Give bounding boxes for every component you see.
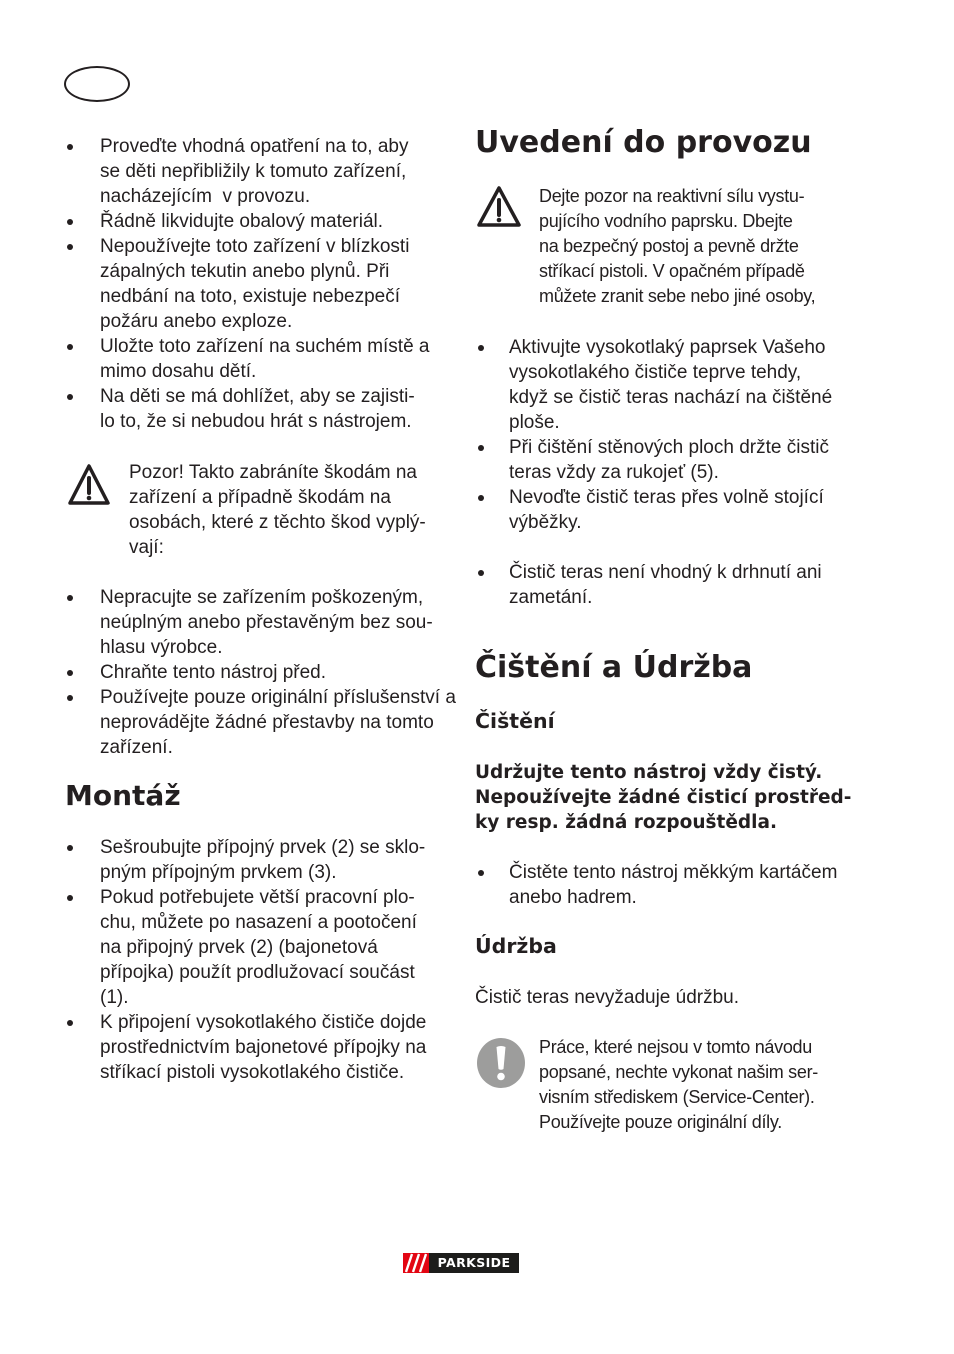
text-line: visním střediskem (Service-Center). — [539, 1087, 815, 1107]
care-heading: Čištění a Údržba — [475, 650, 753, 685]
text-line: Nepracujte se zařízením poškozeným, — [100, 587, 424, 608]
list-item — [100, 835, 426, 885]
list-item — [100, 1010, 426, 1085]
service-note-text — [539, 1035, 818, 1135]
bullet-dot — [67, 219, 73, 225]
text-line: Nepoužívejte toto zařízení v blízkosti — [100, 236, 410, 257]
text-line: Práce, které nejsou v tomto návodu — [539, 1037, 812, 1057]
text-line: Čistič teras nevyžaduje údržbu. — [475, 987, 740, 1008]
bullet-dot — [478, 870, 484, 876]
text-line: popsané, nechte vykonat našim ser- — [539, 1062, 818, 1082]
bullet-dot — [67, 595, 73, 601]
parkside-logo-text: PARKSIDE — [429, 1253, 519, 1273]
bullet-dot — [67, 244, 73, 250]
bullet-dot — [478, 445, 484, 451]
bullet-dot — [478, 345, 484, 351]
device-use-list — [100, 585, 456, 760]
text-line: Používejte pouze originální díly. — [539, 1112, 782, 1132]
list-item — [100, 585, 456, 660]
safety-list — [100, 134, 430, 434]
text-line: výběžky. — [509, 512, 582, 533]
text-line: zametání. — [509, 587, 593, 608]
text-line: Chraňte tento nástroj před. — [100, 662, 327, 683]
text-line: vysokotlakého čističe teprve tehdy, — [509, 362, 802, 383]
list-item — [509, 560, 822, 610]
list-item — [100, 885, 426, 1010]
text-line: Pokud potřebujete větší pracovní plo- — [100, 887, 415, 908]
list-item — [509, 860, 837, 910]
warning-triangle-icon — [476, 185, 522, 234]
parkside-logo — [403, 1253, 519, 1273]
text-line: Používejte pouze originální příslušenství a — [100, 687, 456, 708]
text-line: neprovádějte žádné přestavby na tomto — [100, 712, 434, 733]
text-line: Sešroubujte přípojný prvek (2) se sklo- — [100, 837, 426, 858]
text-line: zápalných tekutin anebo plynů. Při — [100, 261, 390, 282]
commissioning-list — [509, 335, 832, 535]
text-line: K připojení vysokotlakého čističe dojde — [100, 1012, 427, 1033]
cleaning-subheading: Čištění — [475, 709, 555, 733]
bullet-dot — [67, 144, 73, 150]
text-line: vají: — [129, 537, 164, 558]
bullet-dot — [67, 1020, 73, 1026]
text-line: nacházejícím v provozu. — [100, 186, 311, 207]
bullet-dot — [67, 895, 73, 901]
text-line: prostřednictvím bajonetové přípojky na — [100, 1037, 427, 1058]
reaction-force-warning-text — [539, 184, 815, 309]
text-line: Uložte toto zařízení na suchém místě a — [100, 336, 430, 357]
text-line: pujícího vodního paprsku. Dbejte — [539, 211, 793, 231]
text-line: Řádně likvidujte obalový materiál. — [100, 211, 384, 232]
parkside-stripes-icon — [403, 1253, 429, 1273]
text-line: na bezpečný postoj a pevně držte — [539, 236, 799, 256]
info-exclamation-icon — [477, 1038, 525, 1093]
bullet-dot — [478, 495, 484, 501]
bullet-dot — [67, 344, 73, 350]
text-line: Dejte pozor na reaktivní sílu vystu- — [539, 186, 805, 206]
text-line: anebo hadrem. — [509, 887, 637, 908]
warning-triangle-icon — [67, 463, 111, 512]
text-line: (1). — [100, 987, 129, 1008]
maintenance-subheading: Údržba — [475, 934, 557, 958]
list-item — [100, 660, 456, 685]
list-item — [100, 134, 430, 209]
warning-text — [129, 460, 426, 560]
text-line: chu, můžete po nasazení a pootočení — [100, 912, 417, 933]
text-line: když se čistič teras nachází na čištěné — [509, 387, 833, 408]
text-line: Nevoďte čistič teras přes volně stojící — [509, 487, 824, 508]
text-line: na připojný prvek (2) (bajonetová — [100, 937, 378, 958]
text-line: zařízení. — [100, 737, 173, 758]
commissioning-heading: Uvedení do provozu — [475, 125, 812, 160]
text-line: stříkací pistoli. V opačném případě — [539, 261, 805, 281]
language-oval-icon — [64, 66, 130, 102]
text-line: Při čištění stěnových ploch držte čistič — [509, 437, 829, 458]
text-line: osobách, které z těchto škod vyplý- — [129, 512, 426, 533]
maintenance-text — [475, 985, 739, 1010]
list-item — [100, 234, 430, 334]
text-line: ky resp. žádná rozpouštědla. — [475, 812, 778, 833]
list-item — [509, 335, 832, 435]
text-line: stříkací pistoli vysokotlakého čističe. — [100, 1062, 405, 1083]
text-line: Proveďte vhodná opatření na to, aby — [100, 136, 409, 157]
text-line: pným přípojným prvkem (3). — [100, 862, 337, 883]
text-line: Na děti se má dohlížet, aby se zajisti- — [100, 386, 415, 407]
text-line: se děti nepřibližily k tomuto zařízení, — [100, 161, 407, 182]
text-line: teras vždy za rukojeť (5). — [509, 462, 719, 483]
bullet-dot — [67, 845, 73, 851]
text-line: neúplným anebo přestavěným bez sou- — [100, 612, 433, 633]
text-line: Čistič teras není vhodný k drhnutí ani — [509, 562, 822, 583]
text-line: Nepoužívejte žádné čisticí prostřed- — [475, 787, 852, 808]
text-line: požáru anebo exploze. — [100, 311, 293, 332]
text-line: mimo dosahu dětí. — [100, 361, 257, 382]
text-line: Aktivujte vysokotlaký paprsek Vašeho — [509, 337, 826, 358]
list-item — [100, 384, 430, 434]
list-item — [509, 485, 832, 535]
bullet-dot — [67, 670, 73, 676]
list-item — [100, 685, 456, 760]
list-item — [100, 209, 430, 234]
cleaning-notice — [475, 760, 851, 835]
list-item — [100, 334, 430, 384]
assembly-list — [100, 835, 426, 1085]
text-line: zařízení a případně škodám na — [129, 487, 391, 508]
bullet-dot — [67, 695, 73, 701]
bullet-dot — [478, 570, 484, 576]
list-item — [509, 435, 832, 485]
assembly-heading: Montáž — [65, 779, 181, 812]
bullet-dot — [67, 394, 73, 400]
text-line: Udržujte tento nástroj vždy čistý. — [475, 762, 823, 783]
commissioning-list-2 — [509, 560, 822, 610]
text-line: Pozor! Takto zabráníte škodám na — [129, 462, 417, 483]
text-line: Čistěte tento nástroj měkkým kartáčem — [509, 862, 838, 883]
text-line: přípojka) použít prodlužovací součást — [100, 962, 415, 983]
text-line: lo to, že si nebudou hrát s nástrojem. — [100, 411, 412, 432]
text-line: hlasu výrobce. — [100, 637, 223, 658]
text-line: nedbání na toto, existuje nebezpečí — [100, 286, 401, 307]
text-line: ploše. — [509, 412, 560, 433]
text-line: můžete zranit sebe nebo jiné osoby, — [539, 286, 816, 306]
cleaning-list — [509, 860, 837, 910]
